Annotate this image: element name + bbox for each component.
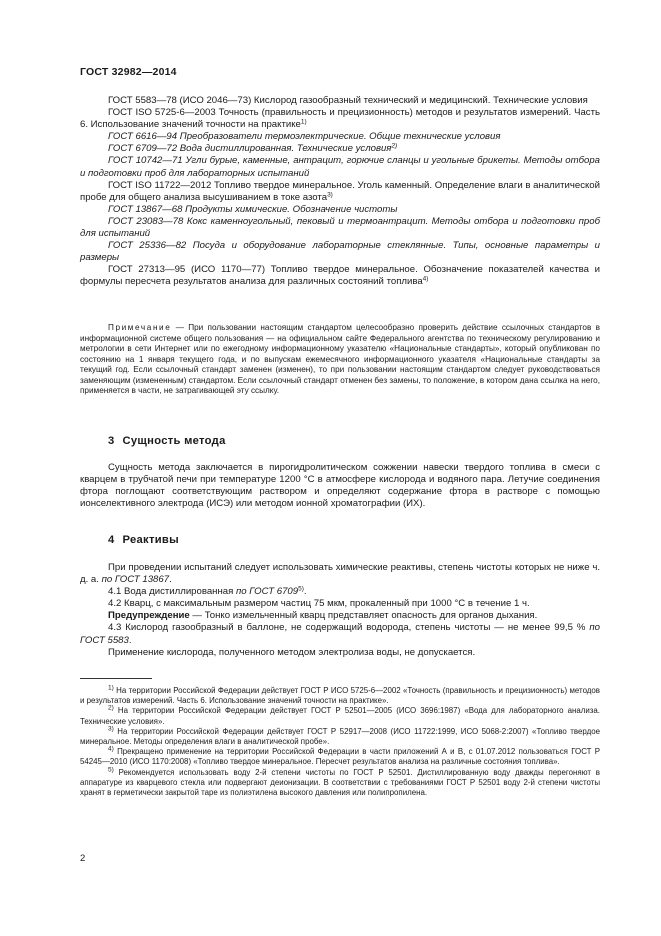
page-number: 2	[80, 853, 86, 864]
footnote: $^{2)}$ На территории Российской Федерации действует ГОСТ Р 52501—2005 (ИСО 3696:1987) «Вода для лабораторного анализа. Технические условия».	[80, 704, 600, 726]
footnote-divider	[80, 678, 152, 679]
reference-item: ГОСТ 10742—71 Угли бурые, каменные, антрацит, горючие сланцы и угольные брикеты. Методы отбора и подготовки проб для лабораторных испытаний	[80, 155, 600, 179]
reference-item: ГОСТ 6709—72 Вода дистиллированная. Технические условия$^{2)}$	[108, 142, 398, 155]
reference-item: ГОСТ 13867—68 Продукты химические. Обозначение чистоты	[108, 203, 398, 215]
item-4-1: 4.1 Вода дистиллированная по ГОСТ 6709$^{5)}$.	[108, 585, 307, 598]
section-3-body	[80, 462, 600, 510]
item-4-3-note: Применение кислорода, полученного методом электролиза воды, не допускается.	[108, 646, 476, 658]
section-4-body	[80, 562, 600, 659]
footnote: $^{3)}$ На территории Российской Федерации действует ГОСТ Р 52917—2008 (ИСО 11722:1999, ИСО 5068-2:2007) «Топливо твердое минеральное. Методы определения влаги в аналитической пробе».	[80, 725, 600, 747]
footnote: $^{4)}$ Прекращено применение на территории Российской Федерации в части приложений А и В, с 01.07.2012 пользоваться ГОСТ Р 54245—2010 (ИСО 1170:2008) «Топливо твердое минеральное. Пересчет результатов анализа на различные состояния топлива».	[80, 745, 600, 767]
note-label: Примечание	[108, 323, 172, 332]
reference-item: ГОСТ 27313—95 (ИСО 1170—77) Топливо твердое минеральное. Обозначение показателей качества и формулы пересчета результатов анализа для различных состояний топлива$^{4)}$	[80, 264, 600, 288]
reference-item: ГОСТ 23083—78 Кокс каменноугольный, пековый и термоантрацит. Методы отбора и подготовки проб для испытаний	[80, 215, 600, 240]
reference-item: ГОСТ 5583—78 (ИСО 2046—73) Кислород газообразный технический и медицинский. Технические условия	[108, 95, 588, 106]
item-4-2: 4.2 Кварц, с максимальным размером частиц 75 мкм, прокаленный при 1000 °С в течение 1 ч.	[108, 598, 530, 610]
reference-item: ГОСТ 6616—94 Преобразователи термоэлектрические. Общие технические условия	[108, 131, 501, 143]
page-header: ГОСТ 32982—2014	[80, 66, 177, 78]
reference-item: ГОСТ 25336—82 Посуда и оборудование лабораторные стеклянные. Типы, основные параметры и размеры	[80, 240, 600, 264]
footnote: $^{1)}$ На территории Российской Федерации действует ГОСТ Р ИСО 5725-6—2002 «Точность (правильность и прецизионность) методов и результатов измерений. Часть 6. Использование значений точности на практике».	[80, 684, 600, 706]
normative-references-list	[80, 95, 600, 289]
section-3-heading: 3 Сущность метода	[108, 435, 226, 447]
footnotes	[80, 686, 600, 798]
section-4-heading: 4 Реактивы	[108, 534, 179, 546]
reference-item: ГОСТ ISO 11722—2012 Топливо твердое минеральное. Уголь каменный. Определение влаги в аналитической пробе для общего анализа высушиванием в токе азота$^{3)}$	[80, 179, 600, 203]
section-4-intro: При проведении испытаний следует использовать химические реактивы, степень чистоты которых не ниже ч. д. а. по ГОСТ 13867.	[80, 562, 600, 586]
note-text: — При пользовании настоящим стандартом целесообразно проверить действие ссылочных стандартов в информационной системе общего пользования — на официальном сайте Федерального агентства по техническому регулированию и метрологии в сети Интернет или по ежегодному информационному указателю «Национальные стандарты», который опубликован по состоянию на 1 января текущего года, и по выпускам ежемесячного информационного указателя «Национальные стандарты за текущий год. Если ссылочный стандарт заменен (изменен), то при пользовании настоящим стандартом следует руководствоваться заменяющим (измененным) стандартом. Если ссылочный стандарт отменен без замены, то положение, в котором дана ссылка на него, применяется в части, не затрагивающей эту ссылку.	[80, 323, 600, 395]
references-note	[80, 323, 600, 397]
reference-item: ГОСТ ISO 5725-6—2003 Точность (правильность и прецизионность) методов и результатов измерений. Часть 6. Использование значений точности на практике$^{1)}$	[80, 107, 600, 131]
warning: Предупреждение — Тонко измельченный кварц представляет опасность для органов дыхания.	[108, 610, 538, 622]
item-4-3: 4.3 Кислород газообразный в баллоне, не содержащий водорода, степень чистоты — не менее 99,5 % по ГОСТ 5583.	[80, 622, 600, 646]
section-3-paragraph: Сущность метода заключается в пирогидролитическом сожжении навески твердого топлива в смеси с кварцем в трубчатой печи при температуре 1200 °С в атмосфере кислорода и водяного пара. Летучие соединения фтора поглощают соответствующим раствором и определяют содержание фтора в растворе с помощью ионселективного электрода (ИСЭ) или методом ионной хроматографии (ИХ).	[80, 462, 600, 510]
footnote: $^{5)}$ Рекомендуется использовать воду 2-й степени чистоты по ГОСТ Р 52501. Дистиллированную воду дважды перегоняют в аппаратуре из кварцевого стекла или подвергают деионизации. В соответствии с требованиями ГОСТ Р 52501 воду 2-й степени чистоты хранят в герметически закрытой таре из полиэтилена высокого давления или полипропилена.	[80, 766, 601, 798]
